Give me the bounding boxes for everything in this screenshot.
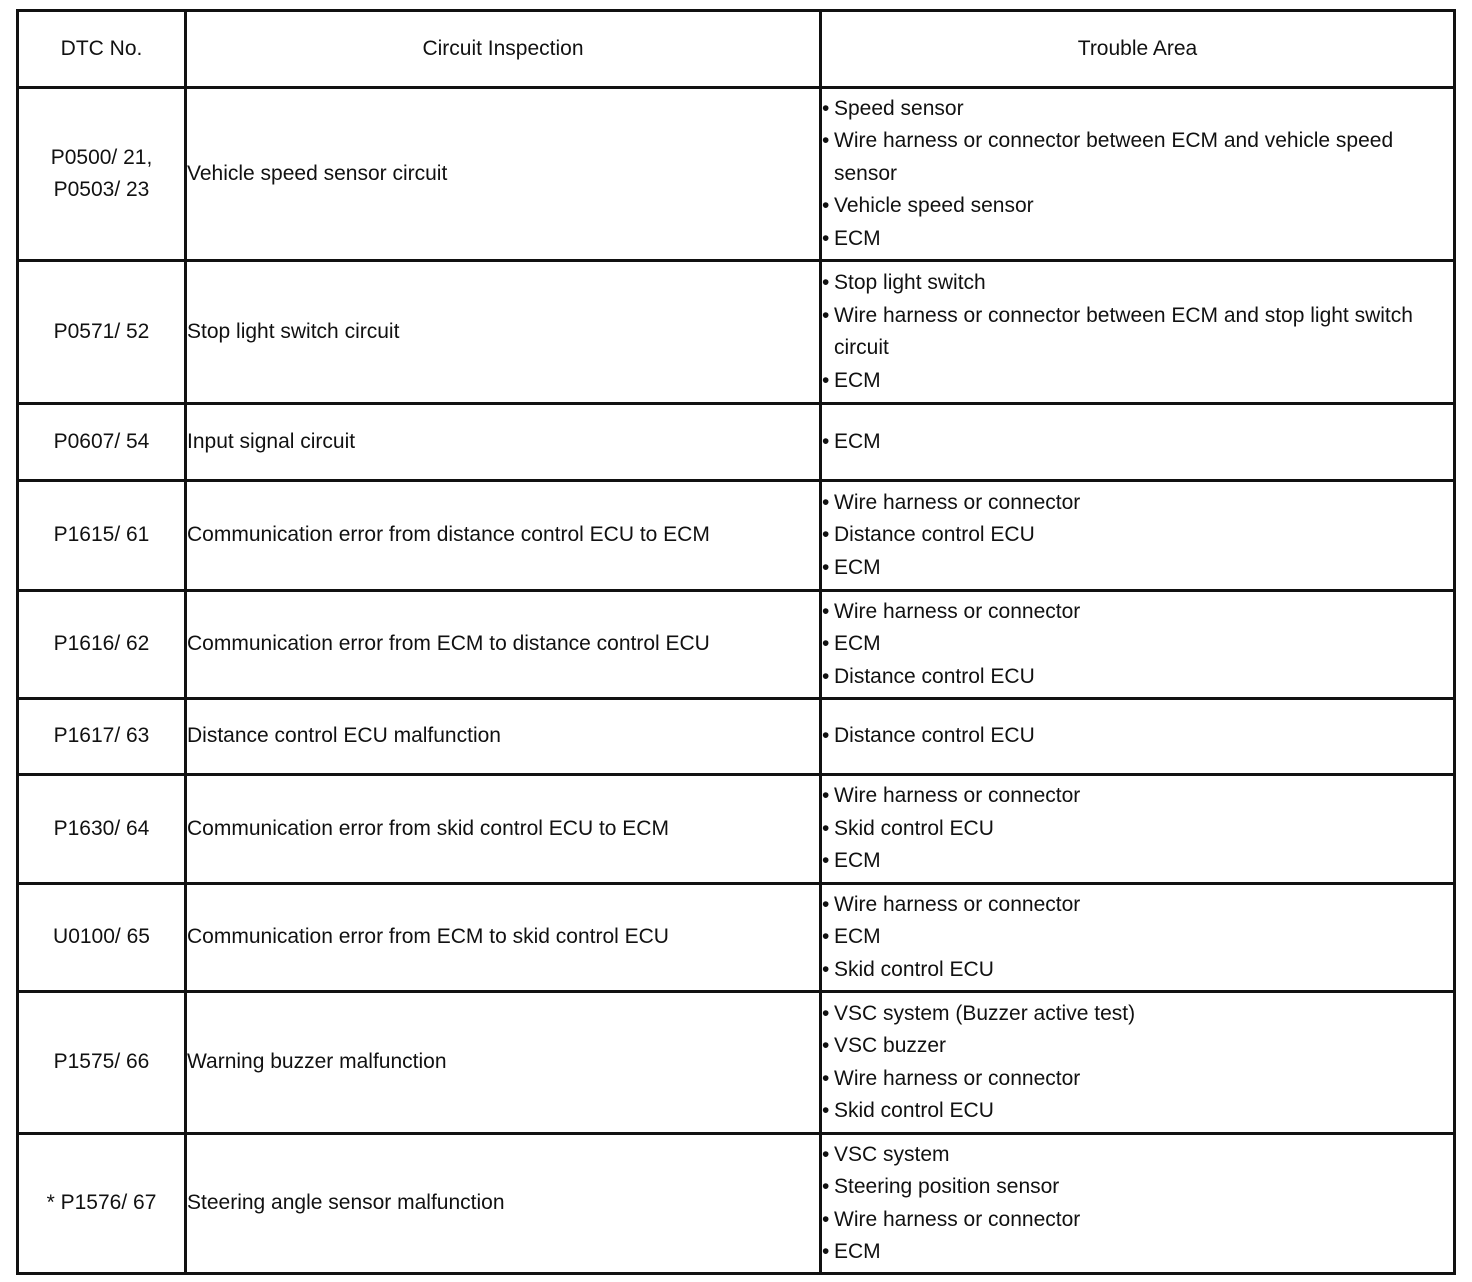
trouble-item: • Wire harness or connector between ECM and stop light switch circuit <box>822 300 1453 365</box>
dtc-code: P0503/ 23 <box>53 178 150 201</box>
trouble-item: • ECM <box>822 845 1453 878</box>
trouble-cell <box>821 699 1455 775</box>
header-trouble-area: Trouble Area <box>821 11 1455 88</box>
trouble-item: • Wire harness or connector <box>822 1063 1453 1096</box>
circuit-cell: Input signal circuit <box>186 404 821 481</box>
trouble-cell <box>821 591 1455 699</box>
table-row <box>18 884 1455 992</box>
table-row <box>18 591 1455 699</box>
trouble-item: • Wire harness or connector <box>822 780 1453 813</box>
trouble-item: • Skid control ECU <box>822 1095 1453 1128</box>
trouble-item: • Distance control ECU <box>822 519 1453 552</box>
circuit-cell: Stop light switch circuit <box>186 261 821 404</box>
trouble-item: • ECM <box>822 552 1453 585</box>
dtc-code: P1630/ 64 <box>53 816 150 840</box>
dtc-cell <box>18 591 186 699</box>
dtc-code: P0500/ 21, <box>50 145 153 169</box>
trouble-item: • ECM <box>822 365 1453 398</box>
trouble-cell <box>821 261 1455 404</box>
circuit-cell: Communication error from distance control ECU to ECM <box>186 481 821 591</box>
header-circuit-inspection: Circuit Inspection <box>186 11 821 88</box>
dtc-cell <box>18 88 186 261</box>
trouble-item: • Skid control ECU <box>822 813 1453 846</box>
dtc-code: P0607/ 54 <box>53 429 150 453</box>
circuit-cell: Vehicle speed sensor circuit <box>186 88 821 261</box>
trouble-item: • Steering position sensor <box>822 1171 1453 1204</box>
circuit-cell: Communication error from ECM to skid control ECU <box>186 884 821 992</box>
trouble-item: • Stop light switch <box>822 267 1453 300</box>
dtc-code: P1617/ 63 <box>53 724 150 748</box>
dtc-table <box>16 9 1456 1275</box>
trouble-cell <box>821 884 1455 992</box>
trouble-item: • ECM <box>822 921 1453 954</box>
trouble-item: • ECM <box>822 426 1453 459</box>
trouble-cell <box>821 775 1455 884</box>
dtc-cell <box>18 261 186 404</box>
trouble-item: • Distance control ECU <box>822 720 1453 753</box>
trouble-cell <box>821 481 1455 591</box>
trouble-cell <box>821 404 1455 481</box>
table-row <box>18 481 1455 591</box>
dtc-cell <box>18 481 186 591</box>
dtc-cell <box>18 1134 186 1274</box>
table-row <box>18 404 1455 481</box>
circuit-cell: Communication error from skid control ECU to ECM <box>186 775 821 884</box>
trouble-item: • Wire harness or connector <box>822 596 1453 629</box>
table-row <box>18 88 1455 261</box>
table-row <box>18 1134 1455 1274</box>
dtc-code: P1616/ 62 <box>53 632 150 656</box>
trouble-cell <box>821 992 1455 1134</box>
trouble-item: • Wire harness or connector <box>822 1204 1453 1237</box>
dtc-cell <box>18 775 186 884</box>
circuit-cell: Steering angle sensor malfunction <box>186 1134 821 1274</box>
table-row <box>18 992 1455 1134</box>
trouble-item: • Skid control ECU <box>822 954 1453 987</box>
trouble-item: • Vehicle speed sensor <box>822 190 1453 223</box>
trouble-cell <box>821 88 1455 261</box>
dtc-code: P1575/ 66 <box>53 1050 150 1074</box>
table-row <box>18 699 1455 775</box>
table-header-row <box>18 11 1455 88</box>
trouble-cell <box>821 1134 1455 1274</box>
dtc-cell <box>18 404 186 481</box>
dtc-cell <box>18 884 186 992</box>
header-dtc: DTC No. <box>18 11 186 88</box>
table-row <box>18 775 1455 884</box>
dtc-code: * P1576/ 67 <box>46 1191 157 1215</box>
trouble-item: • Wire harness or connector between ECM and vehicle speed sensor <box>822 125 1453 190</box>
trouble-item: • ECM <box>822 1236 1453 1269</box>
trouble-item: • Speed sensor <box>822 93 1453 126</box>
table-row <box>18 261 1455 404</box>
dtc-cell <box>18 699 186 775</box>
dtc-cell <box>18 992 186 1134</box>
trouble-item: • Wire harness or connector <box>822 487 1453 520</box>
trouble-item: • VSC buzzer <box>822 1030 1453 1063</box>
trouble-item: • ECM <box>822 223 1453 256</box>
circuit-cell: Warning buzzer malfunction <box>186 992 821 1134</box>
dtc-code: U0100/ 65 <box>53 925 150 949</box>
trouble-item: • ECM <box>822 628 1453 661</box>
dtc-code: P0571/ 52 <box>53 319 150 343</box>
circuit-cell: Communication error from ECM to distance control ECU <box>186 591 821 699</box>
trouble-item: • Wire harness or connector <box>822 889 1453 922</box>
trouble-item: • Distance control ECU <box>822 661 1453 694</box>
dtc-code: P1615/ 61 <box>53 523 150 547</box>
trouble-item: • VSC system (Buzzer active test) <box>822 998 1453 1031</box>
trouble-item: • VSC system <box>822 1139 1453 1172</box>
circuit-cell: Distance control ECU malfunction <box>186 699 821 775</box>
